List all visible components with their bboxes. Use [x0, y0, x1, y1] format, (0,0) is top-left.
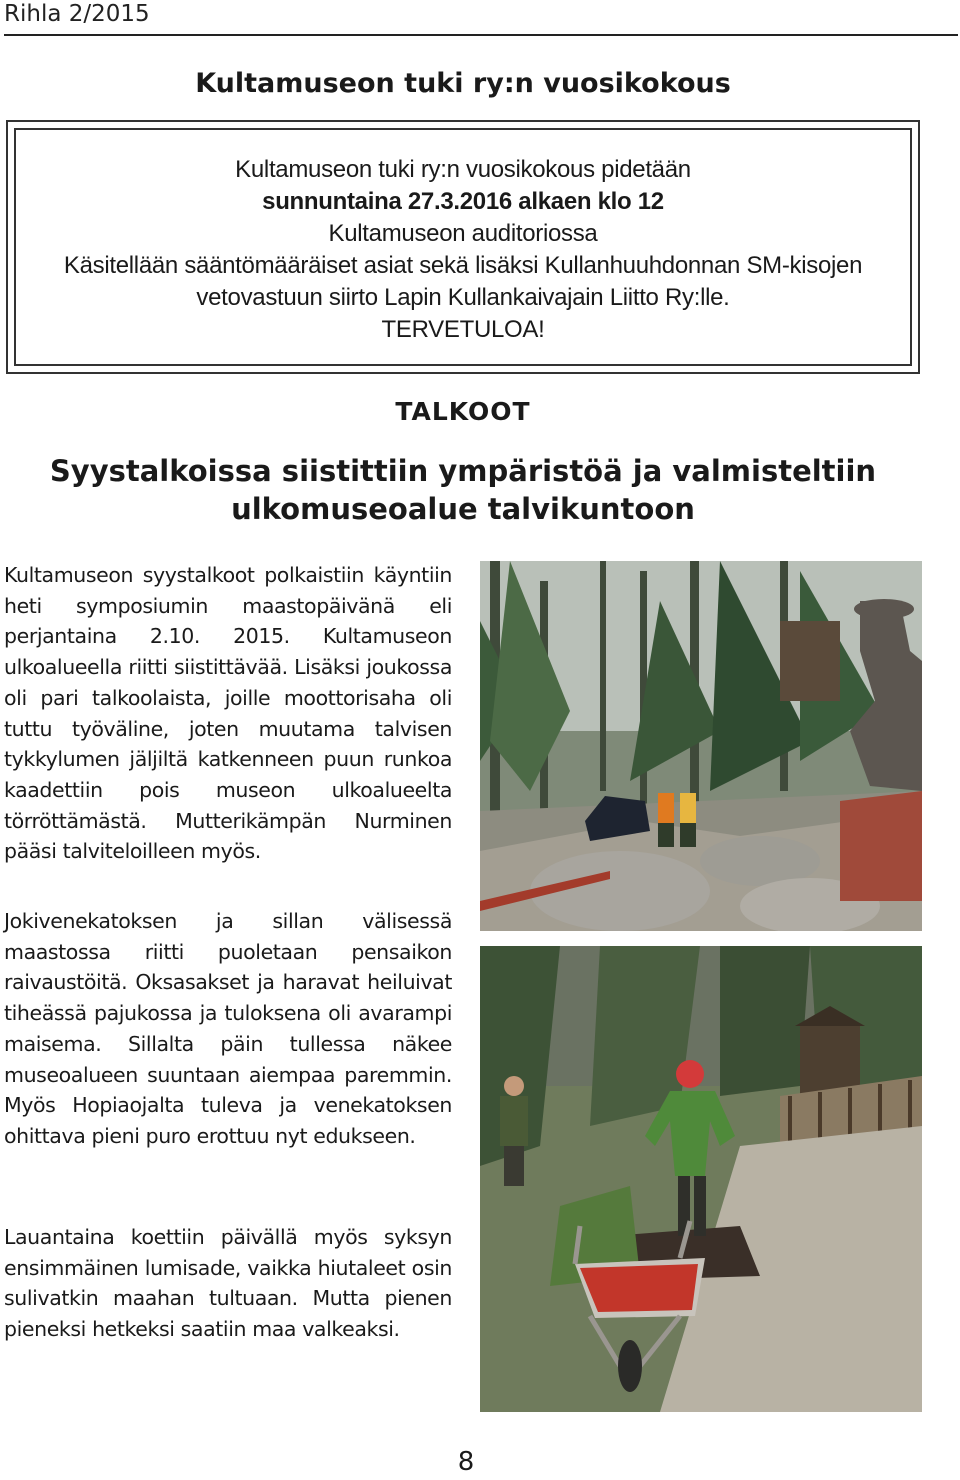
- notice-line-4: Käsitellään sääntömääräiset asiat sekä lisäksi Kullanhuuhdonnan SM-kisojen: [63, 252, 863, 279]
- paragraph-3: Lauantaina koettiin päivällä myös syksyn ensimmäinen lumisade, vaikka hiutaleet osin sulivatkin maahan tultuaan. Mutta pienen pieneksi hetkeksi saatiin maa valkeaksi.: [4, 1225, 452, 1342]
- notice-text: [16, 154, 910, 346]
- notice-line-5: vetovastuun siirto Lapin Kullankaivajain Liitto Ry:lle.: [196, 284, 730, 311]
- paragraph-2: Jokivenekatoksen ja sillan välisessä maastossa riitti puoletaan pensaikon raivaustöitä. Oksasakset ja haravat heiluivat tiheässä pajukossa ja tuloksena oli avarampi maisema. Sillalta päin tullessa näkee museoalueen suuntaan aiempaa paremmin. Myös Hopiaojalta tuleva ja venekatoksen ohittava pieni puro erottuu nyt edukseen.: [4, 909, 452, 1148]
- notice-inner-frame: [14, 128, 912, 366]
- headline-line-1: Syystalkoissa siistittiin ympäristöä ja valmisteltiin: [49, 454, 877, 488]
- article-title: Kultamuseon tuki ry:n vuosikokous: [195, 68, 731, 99]
- headline: [0, 452, 926, 528]
- photo-wheelbarrow-illustration: [480, 946, 922, 1412]
- photo-statue-forest: [480, 561, 922, 931]
- paragraph-1: Kultamuseon syystalkoot polkaistiin käyntiin heti symposiumin maastopäivänä eli perjantaina 2.10. 2015. Kultamuseon ulkoalueella riitti siistittävää. Lisäksi joukossa oli pari talkoolaista, joille moottorisaha oli tuttu työväline, joten muutama talvisen tykkylumen jäljiltä katkenneen puun runkoa kaadettiin pois museon ulkoalueelta törröttämästä. Mutterikämpän Nurminen pääsi talviteloilleen myös.: [4, 563, 452, 864]
- section-label: TALKOOT: [395, 397, 531, 426]
- notice-line-6: TERVETULOA!: [381, 316, 545, 343]
- page-number: 8: [457, 1447, 475, 1477]
- notice-box: [6, 120, 920, 374]
- notice-line-3: Kultamuseon auditoriossa: [328, 220, 598, 247]
- running-head: Rihla 2/2015: [4, 1, 150, 27]
- notice-line-1: Kultamuseon tuki ry:n vuosikokous pidetään: [235, 156, 691, 183]
- photo-wheelbarrow: [480, 946, 922, 1412]
- photo-statue-forest-illustration: [480, 561, 922, 931]
- notice-line-2: sunnuntaina 27.3.2016 alkaen klo 12: [262, 188, 664, 215]
- header-rule: [4, 34, 958, 36]
- headline-line-2: ulkomuseoalue talvikuntoon: [231, 492, 695, 526]
